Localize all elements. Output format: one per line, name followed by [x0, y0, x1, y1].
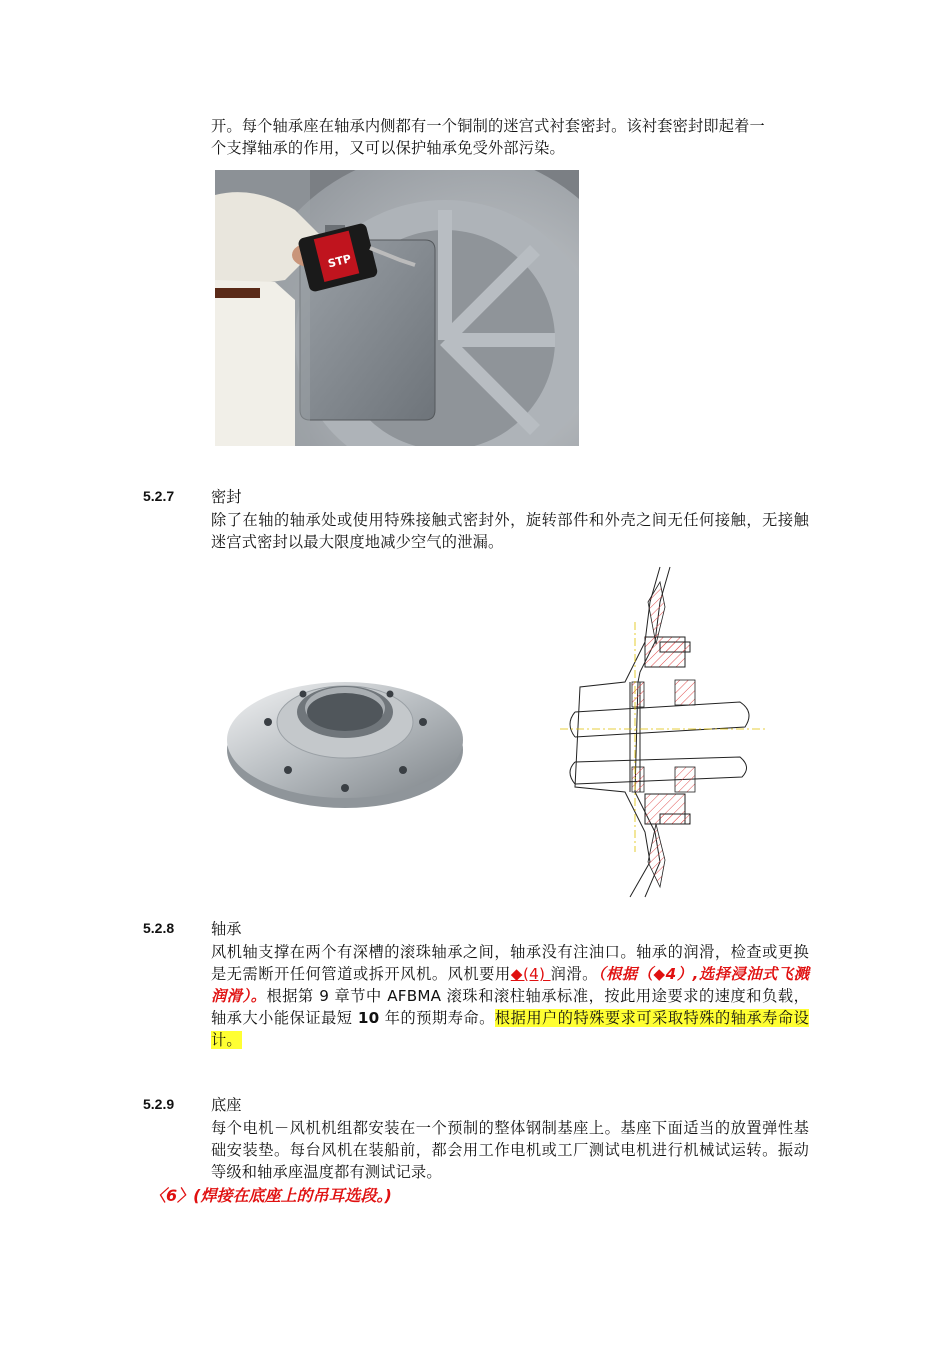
lifting-lug-note: 〈6〉(焊接在底座上的吊耳选段。)	[150, 1186, 392, 1205]
bearing-life-years: 10	[357, 1009, 380, 1027]
bearing-text-4: 年的预期寿命。	[379, 1009, 495, 1027]
section-title-bearing: 轴承	[211, 920, 242, 938]
bottle-label: STP	[326, 252, 353, 271]
intro-line-1: 开。每个轴承座在轴承内侧都有一个铜制的迷宫式衬套密封。该衬套密封即起着一	[211, 117, 765, 135]
section-number-5-2-7: 5.2.7	[143, 488, 175, 504]
section-number-5-2-9: 5.2.9	[143, 1096, 175, 1112]
section-title-base: 底座	[211, 1096, 242, 1114]
bearing-text-1: 风机轴支撑在两个有深槽的滚珠轴承之间，轴承没有注油口。轴承的润滑，检查或更换是无需断开任何管道或拆开风机。风机要用	[211, 943, 809, 983]
section-number-5-2-8: 5.2.8	[143, 920, 175, 936]
section-text-base: 每个电机－风机机组都安装在一个预制的整体钢制基座上。基座下面适当的放置弹性基础安装垫。每台风机在装船前，都会用工作电机或工厂测试电机进行机械试运转。振动等级和轴承座温度都有测试记录。	[211, 1119, 809, 1181]
lubrication-photo	[215, 170, 579, 446]
seal-cross-section-drawing	[560, 562, 770, 900]
intro-line-2: 个支撑轴承的作用，又可以保护轴承免受外部污染。	[211, 139, 565, 157]
section-text-bearing	[211, 941, 809, 1051]
labyrinth-seal-flange-photo	[218, 660, 473, 820]
bearing-text-2: 润滑。	[550, 965, 598, 983]
section-title-seal: 密封	[211, 488, 242, 506]
lubrication-option-link[interactable]: ◆(4)	[510, 965, 551, 983]
special-bearing-life-note: 根据用户的特殊要求可采取特殊的轴承寿命设计。	[211, 1009, 810, 1049]
bearing-text-3: 根据第 9 章节中 AFBMA 滚珠和滚柱轴承标准，按此用途要求的速度和负载，轴承大小能保证最短	[211, 987, 809, 1027]
section-text-seal: 除了在轴的轴承处或使用特殊接触式密封外，旋转部件和外壳之间无任何接触，无接触迷宫式密封以最大限度地减少空气的泄漏。	[211, 511, 809, 551]
lubrication-note: （根据（◆4）,选择浸油式飞溅润滑）。	[211, 965, 809, 1005]
